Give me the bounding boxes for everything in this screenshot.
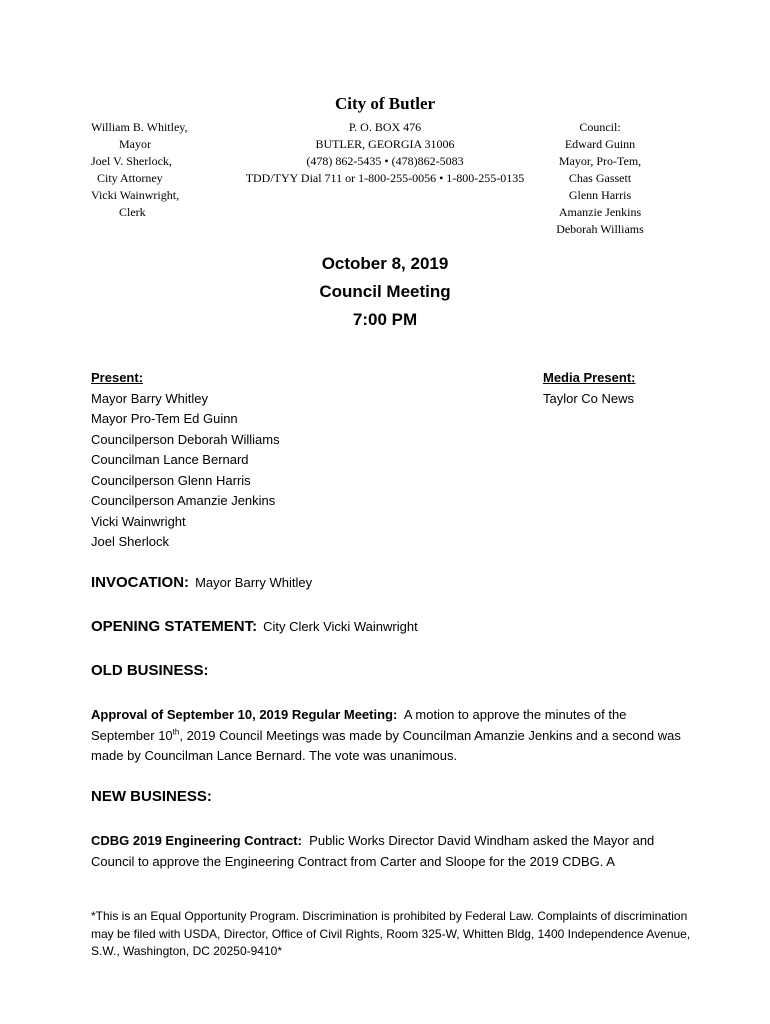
- attendee: Councilperson Glenn Harris: [91, 472, 251, 488]
- attendee: Councilperson Deborah Williams: [91, 431, 280, 447]
- meeting-date: October 8, 2019: [321, 254, 449, 273]
- ordinal-suffix: th: [172, 727, 180, 737]
- official-line: Vicki Wainwright,: [91, 188, 180, 202]
- new-business-heading: [91, 788, 691, 806]
- official-line: Mayor: [119, 137, 151, 151]
- meeting-heading: [0, 250, 770, 334]
- council-line: Glenn Harris: [568, 188, 632, 202]
- old-business-label: OLD BUSINESS:: [91, 662, 209, 679]
- old-business-heading: [91, 662, 691, 680]
- attendee: Councilman Lance Bernard: [91, 452, 249, 467]
- council-line: Deborah Williams: [556, 222, 644, 236]
- attendee: Councilperson Amanzie Jenkins: [91, 493, 276, 508]
- media-list: [543, 368, 723, 409]
- council-line: Chas Gassett: [568, 171, 632, 185]
- old-business-text-1: A motion to approve the minutes of the September 10: [91, 707, 627, 743]
- city-title: City of Butler: [334, 94, 436, 113]
- present-heading: Present:: [91, 370, 144, 385]
- old-business-item-title: Approval of September 10, 2019 Regular Meeting:: [91, 707, 398, 722]
- new-business-item: [91, 831, 691, 872]
- media-heading: Media Present:: [543, 370, 636, 385]
- official-line: Joel V. Sherlock,: [91, 154, 172, 168]
- attendee: Mayor Pro-Tem Ed Guinn: [91, 411, 238, 426]
- address-line: P. O. BOX 476: [348, 120, 422, 134]
- present-list: [91, 368, 391, 553]
- invocation-line: [91, 574, 691, 592]
- meeting-title: Council Meeting: [319, 282, 451, 301]
- equal-opportunity-footnote: *This is an Equal Opportunity Program. Discrimination is prohibited by Federal Law. Complaints of discrimination may be filed with USDA, Director, Office of Civil Rights, Room 325-W, Whitten Bldg, 1400 Independence Avenue, S.W., Washington, DC 20250-9410*: [91, 909, 691, 958]
- official-line: Clerk: [119, 205, 146, 219]
- old-business-item: [91, 705, 691, 767]
- new-business-item-title: CDBG 2019 Engineering Contract:: [91, 833, 302, 848]
- old-business-text-2: , 2019 Council Meetings was made by Councilman Amanzie Jenkins and a second was made by Councilman Lance Bernard. The vote was unanimous.: [91, 727, 681, 763]
- invocation-value: Mayor Barry Whitley: [195, 575, 313, 590]
- attendee: Joel Sherlock: [91, 534, 170, 549]
- attendee: Vicki Wainwright: [91, 513, 186, 529]
- tdd-line: TDD/TYY Dial 711 or 1-800-255-0056 • 1-800-255-0135: [245, 171, 525, 185]
- contact-block: [230, 119, 540, 187]
- council-line: Mayor, Pro-Tem,: [558, 154, 642, 168]
- invocation-label: INVOCATION:: [91, 574, 190, 591]
- media-outlet: Taylor Co News: [543, 390, 635, 406]
- council-line: Amanzie Jenkins: [558, 205, 642, 219]
- meeting-time: 7:00 PM: [352, 310, 418, 329]
- opening-label: OPENING STATEMENT:: [91, 618, 258, 635]
- phone-line: (478) 862-5435 • (478)862-5083: [306, 154, 464, 168]
- attendee: Mayor Barry Whitley: [91, 390, 209, 406]
- official-line: William B. Whitley,: [91, 120, 188, 134]
- official-line: City Attorney: [97, 171, 163, 185]
- opening-value: City Clerk Vicki Wainwright: [263, 619, 418, 634]
- opening-line: [91, 618, 691, 636]
- council-list: [540, 119, 660, 238]
- new-business-text: Public Works Director David Windham asked the Mayor and Council to approve the Engineering Contract from Carter and Sloope for the 2019 CDBG. A: [91, 833, 655, 869]
- address-line: BUTLER, GEORGIA 31006: [315, 137, 455, 151]
- council-line: Edward Guinn: [564, 137, 636, 151]
- new-business-label: NEW BUSINESS:: [91, 788, 212, 805]
- council-line: Council:: [579, 120, 621, 134]
